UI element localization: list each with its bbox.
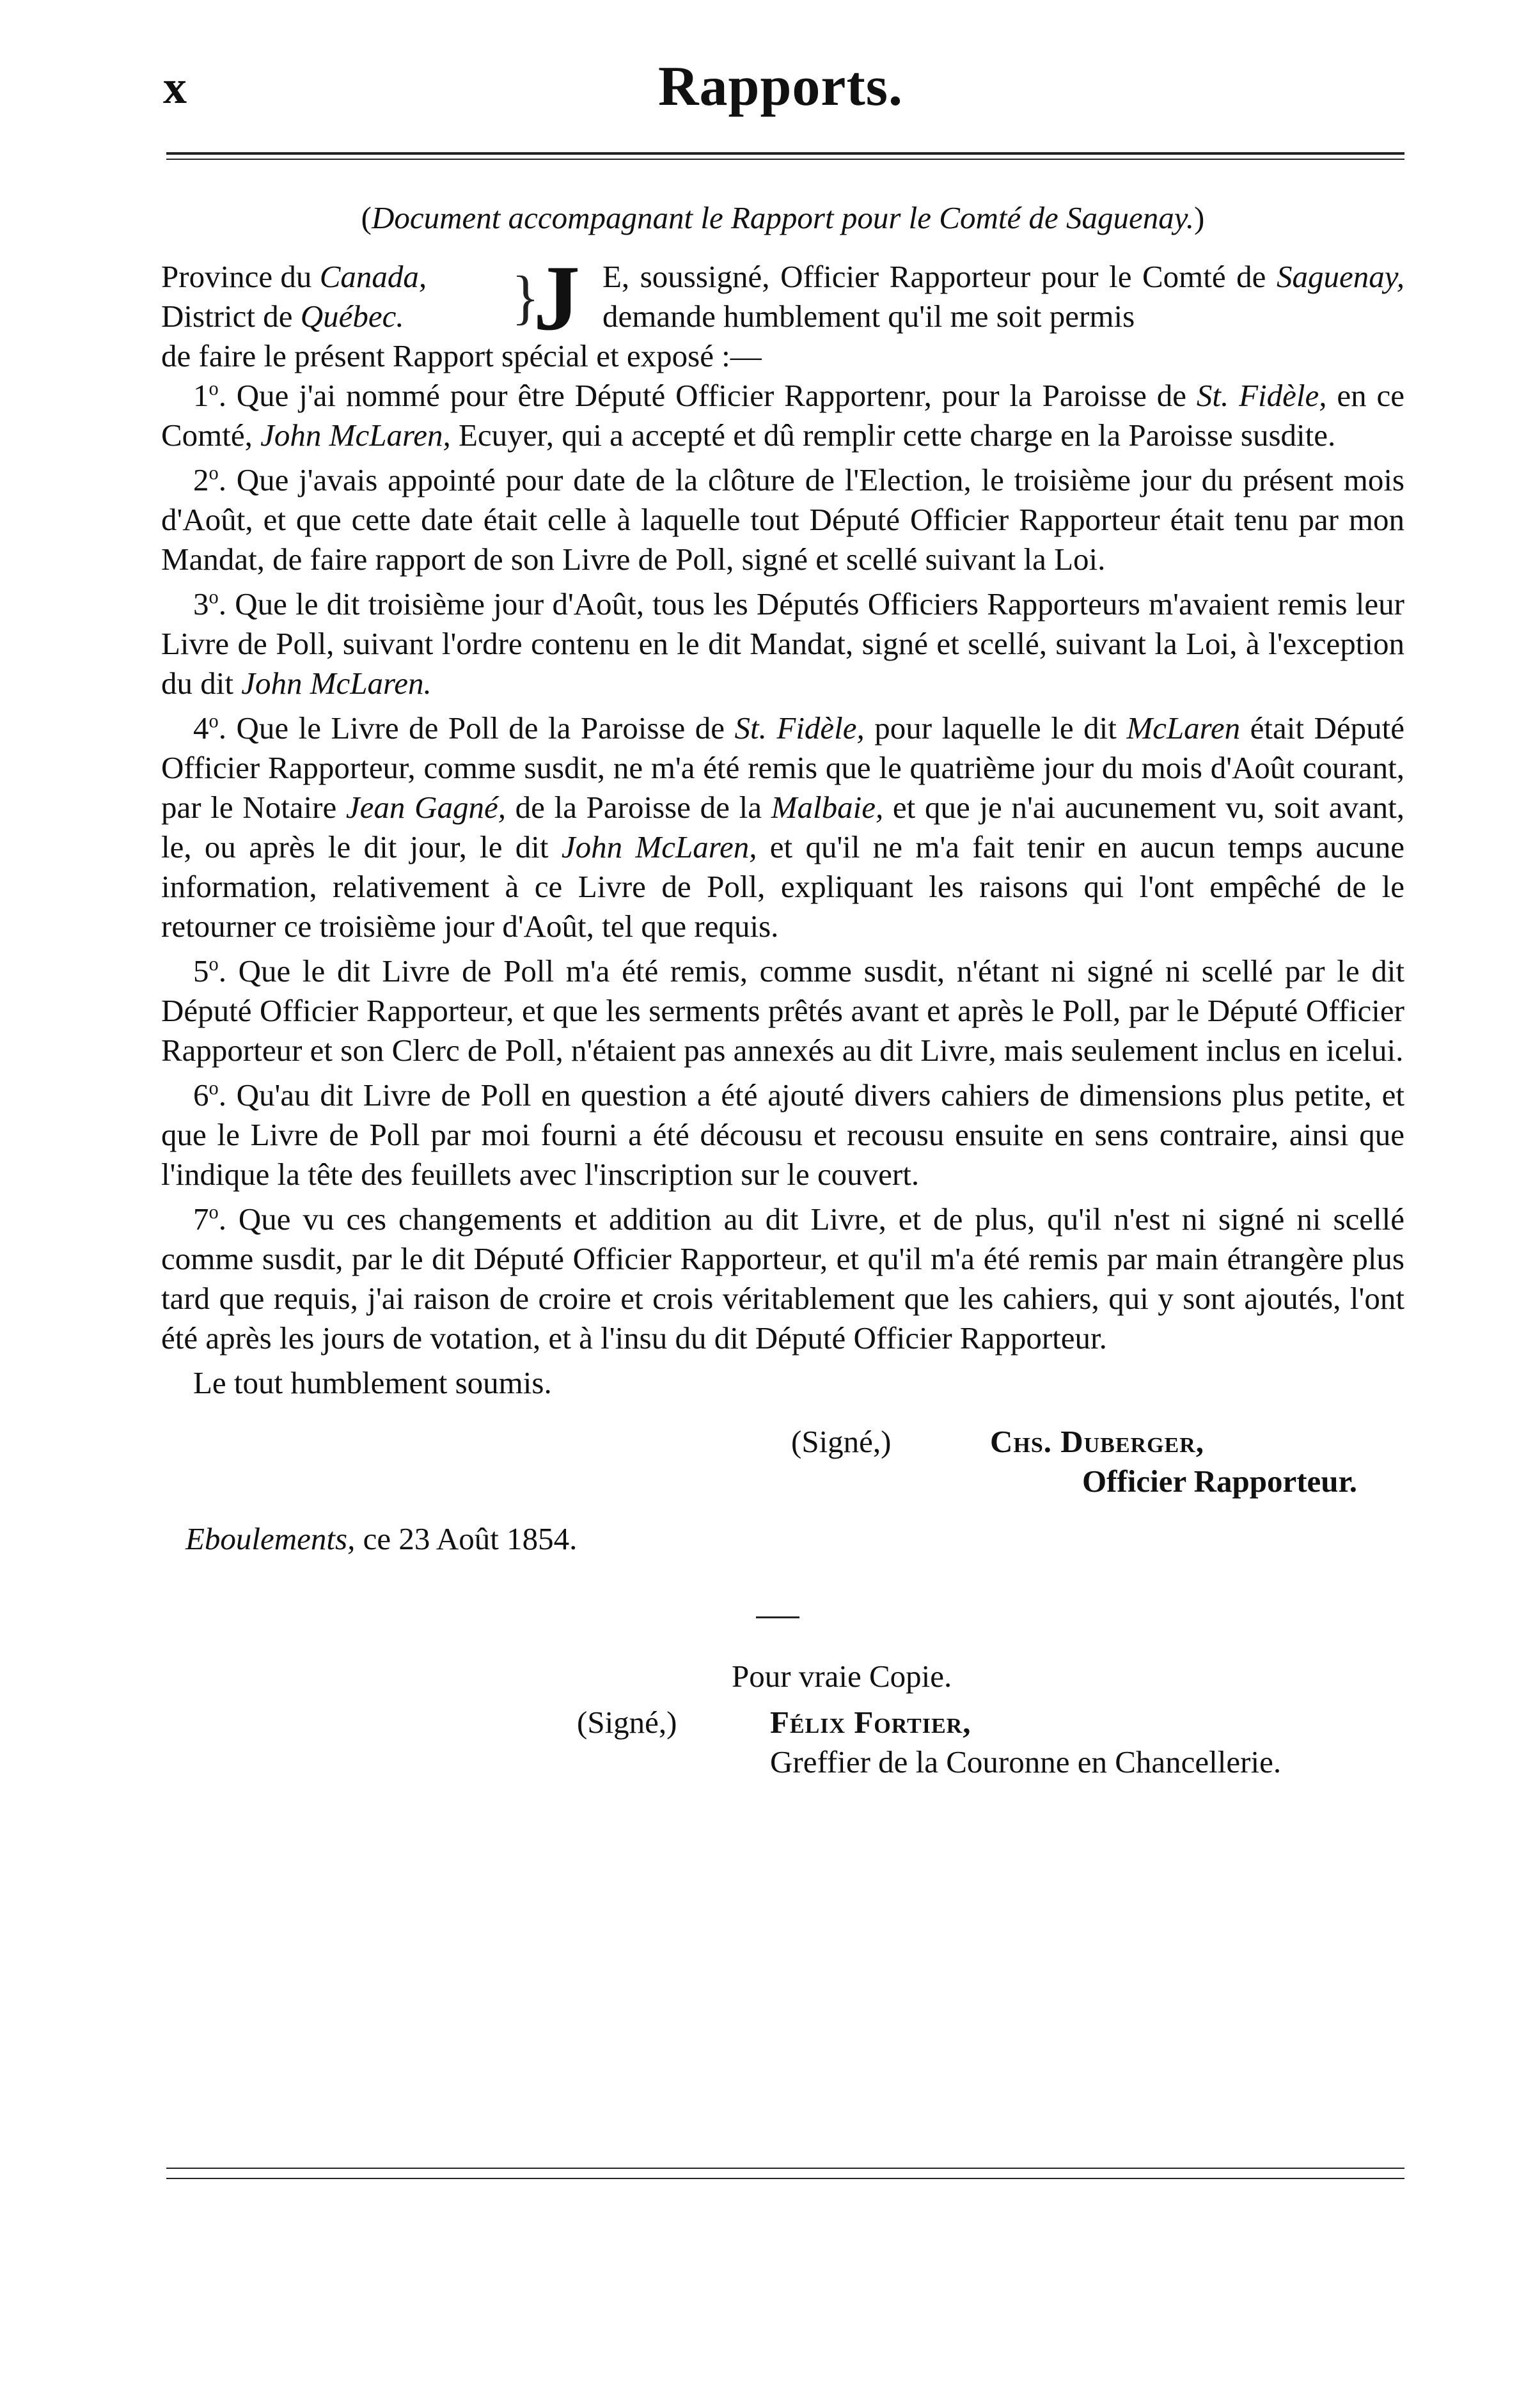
- document-body: [161, 198, 1404, 1787]
- drop-cap: J: [533, 246, 580, 350]
- document-caption: (Document accompagnant le Rapport pour le Comté de Saguenay.): [361, 200, 1205, 235]
- paragraph-5: 5$^o$. Que le dit Livre de Poll m'a été remis, comme susdit, n'étant ni signé ni scellé par le dit Député Officier Rapporteur, et que les serments prêtés avant et après le Poll, par le Député Officier Rapporteur et son Clerc de Poll, n'étaient pas annexés au dit Livre, mais seulement inclus en icelui.: [161, 953, 1404, 1068]
- district-line: District de Québec.: [161, 299, 404, 334]
- signature-block-1: [161, 1422, 1404, 1506]
- header-rule: [166, 152, 1404, 155]
- jurisdiction: [161, 257, 443, 336]
- intro-block: [161, 246, 1404, 376]
- intro-tail: de faire le présent Rapport spécial et exposé :—: [161, 338, 762, 373]
- footer-rule-2: [166, 2178, 1404, 2179]
- clerk-title: Greffier de la Couronne en Chancellerie.: [770, 1744, 1282, 1779]
- clerk-name: Félix Fortier,: [770, 1705, 971, 1740]
- paragraph-2: 2$^o$. Que j'avais appointé pour date de la clôture de l'Election, le troisième jour du présent mois d'Août, et que cette date était celle à laquelle tout Député Officier Rapporteur était tenu par mon Mandat, de faire rapport de son Livre de Poll, signé et scellé suivant la Loi.: [161, 462, 1404, 577]
- signed-mark-2: (Signé,): [577, 1705, 677, 1740]
- paragraph-6: 6$^o$. Qu'au dit Livre de Poll en question a été ajouté divers cahiers de dimensions plus petite, et que le Livre de Poll par moi fourni a été décousu et recousu ensuite en sens contraire, ainsi que l'indique la tête des feuillets avec l'inscription sur le couvert.: [161, 1077, 1404, 1192]
- province-line: Province du Canada,: [161, 259, 427, 294]
- signed-mark: (Signé,): [791, 1424, 892, 1459]
- footer-rule-1: [166, 2168, 1404, 2169]
- page-title: Rapports.: [657, 56, 904, 118]
- signatory-name: Chs. Duberger,: [990, 1424, 1205, 1459]
- closing-line: Le tout humblement soumis.: [193, 1365, 552, 1400]
- true-copy-label: Pour vraie Copie.: [732, 1659, 952, 1694]
- paragraph-3: 3$^o$. Que le dit troisième jour d'Août, tous les Députés Officiers Rapporteurs m'avaient remis leur Livre de Poll, suivant l'ordre contenu en le dit Mandat, signé et scellé, suivant la Loi, à l'exception du dit John McLaren.: [161, 586, 1404, 701]
- paragraph-4: 4$^o$. Que le Livre de Poll de la Paroisse de St. Fidèle, pour laquelle le dit McLaren était Député Officier Rapporteur, comme susdit, ne m'a été remis que le quatrième jour du mois d'Août courant, par le Notaire Jean Gagné, de la Paroisse de la Malbaie, et que je n'ai aucunement vu, soit avant, le, ou après le dit jour, le dit John McLaren, et qu'il ne m'a fait tenir en aucun temps aucune information, relativement à ce Livre de Poll, expliquant les raisons qui l'ont empêché de le retourner ce troisième jour d'Août, tel que requis.: [161, 710, 1405, 944]
- signatory-title: Officier Rapporteur.: [1082, 1464, 1358, 1499]
- page-header: [163, 54, 1398, 125]
- brace-glyph: }: [512, 264, 540, 331]
- place-date: Eboulements, ce 23 Août 1854.: [185, 1521, 578, 1556]
- paragraph-7: 7$^o$. Que vu ces changements et addition au dit Livre, et de plus, qu'il n'est ni signé ni scellé comme susdit, par le dit Député Officier Rapporteur, et qu'il m'a été remis par main étrangère plus tard que requis, j'ai raison de croire et crois véritablement que les cahiers, qui y sont ajoutés, l'ont été après les jours de votation, et à l'insu du dit Député Officier Rapporteur.: [161, 1201, 1404, 1356]
- section-divider: [756, 1616, 799, 1618]
- intro-statement: E, soussigné, Officier Rapporteur pour le Comté de Saguenay, demande humblement qu'il me soit permis: [602, 259, 1404, 334]
- caption-text: Document accompagnant le Rapport pour le Comté de Saguenay.: [371, 200, 1194, 235]
- header-rule-thin: [166, 159, 1404, 160]
- signature-block-2: [161, 1703, 1404, 1787]
- page-number: x: [163, 61, 187, 114]
- paragraph-1: 1$^o$. Que j'ai nommé pour être Député Officier Rapportenr, pour la Paroisse de St. Fidèle, en ce Comté, John McLaren, Ecuyer, qui a accepté et dû remplir cette charge en la Paroisse susdite.: [161, 377, 1404, 453]
